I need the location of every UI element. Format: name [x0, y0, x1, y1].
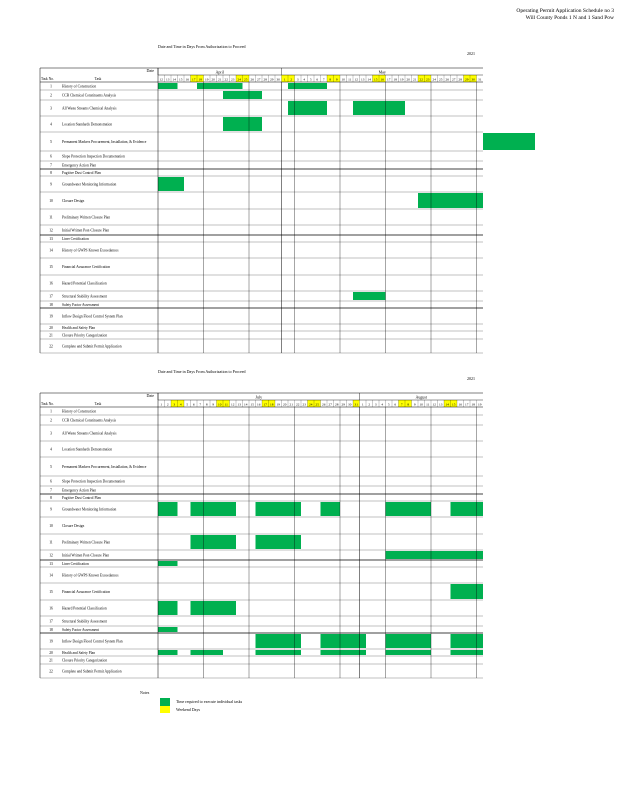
task-name: Safety Factor Assessment [62, 627, 99, 632]
day-label: 28 [335, 402, 339, 407]
day-label: 3 [296, 77, 299, 82]
day-label: 23 [426, 77, 430, 82]
day-label: 6 [192, 402, 195, 407]
task-name: Slope Protection Inspection Documentation [62, 154, 125, 159]
day-label: 29 [270, 77, 274, 82]
day-label: 3 [173, 402, 176, 407]
day-label: 25 [439, 77, 443, 82]
task-number: 16 [49, 281, 53, 286]
task-name: Permanent Markers Procurement, Installation, & Evidence [62, 139, 147, 144]
day-label: 20 [283, 402, 287, 407]
day-label: 9 [413, 402, 416, 407]
task-bar [256, 502, 302, 516]
day-label: 11 [224, 402, 228, 407]
task-bar [321, 502, 341, 516]
task-name: Slope Protection Inspection Documentation [62, 479, 125, 484]
task-bar [197, 83, 243, 89]
task-bar [386, 502, 432, 516]
task-header: Task [94, 402, 102, 406]
day-label: 17 [192, 77, 196, 82]
day-label: 12 [231, 402, 235, 407]
day-label: 9 [212, 402, 215, 407]
day-label: 10 [218, 402, 222, 407]
task-name: Liner Certification [62, 561, 89, 566]
chart-subtitle: Date and Time in Days From Authorization to Proceed [158, 369, 246, 374]
task-name: Financial Assurance Certification [62, 589, 111, 594]
task-number: 6 [50, 479, 52, 484]
task-name: CCR Chemical Constituents Analysis [62, 418, 117, 423]
day-label: 1 [283, 77, 286, 82]
day-label: 21 [289, 402, 293, 407]
day-label: 24 [309, 402, 313, 407]
day-label: 24 [432, 77, 436, 82]
task-number: 9 [50, 507, 52, 512]
year-label: 2021 [467, 376, 475, 381]
task-number: 6 [50, 154, 52, 159]
task-name: Location Standards Demonstration [62, 122, 113, 127]
day-label: 8 [407, 402, 410, 407]
day-label: 15 [452, 402, 456, 407]
task-bar [158, 561, 178, 566]
task-bar [386, 650, 432, 655]
task-bar [158, 650, 178, 655]
task-bar [288, 83, 327, 89]
day-label: 28 [263, 77, 267, 82]
day-label: 13 [237, 402, 241, 407]
task-bar [223, 91, 262, 99]
day-label: 20 [211, 77, 215, 82]
task-name: Inflow Design Flood Control System Plan [62, 639, 123, 644]
day-label: 23 [302, 402, 306, 407]
task-number: 14 [49, 573, 53, 578]
task-bar [386, 551, 484, 559]
task-number: 18 [49, 627, 53, 632]
task-number: 1 [50, 84, 52, 89]
task-bar [418, 193, 483, 208]
month-label: July [255, 394, 263, 400]
day-label: 16 [185, 77, 189, 82]
task-bar [288, 101, 327, 115]
task-bar [158, 502, 178, 516]
task-bar [353, 101, 405, 115]
task-number: 12 [49, 228, 53, 233]
task-number: 7 [50, 488, 52, 493]
task-number: 19 [49, 639, 53, 644]
task-name: Hazard Potential Classification [62, 606, 107, 611]
task-bar [386, 634, 432, 648]
day-label: 11 [426, 402, 430, 407]
day-label: 12 [354, 77, 358, 82]
legend-task-text: Time required to execute individual tasks [176, 699, 243, 704]
legend-weekend-text: Weekend Days [176, 707, 201, 712]
task-name: CCR Chemical Constituents Analysis [62, 93, 117, 98]
day-label: 14 [172, 77, 176, 82]
task-number: 13 [49, 236, 53, 241]
day-label: 14 [244, 402, 248, 407]
day-label: 8 [205, 402, 208, 407]
day-label: 9 [335, 77, 338, 82]
day-label: 10 [419, 402, 423, 407]
task-number: 8 [50, 495, 52, 500]
task-bar [451, 502, 484, 516]
day-label: 18 [270, 402, 274, 407]
task-number: 17 [49, 619, 53, 624]
day-label: 12 [432, 402, 436, 407]
task-number: 3 [50, 106, 52, 111]
task-name: Emergency Action Plan [62, 488, 97, 493]
day-label: 19 [276, 402, 280, 407]
day-label: 19 [400, 77, 404, 82]
day-label: 28 [458, 77, 462, 82]
task-name: Closure Design [62, 523, 85, 528]
task-bar [191, 601, 237, 615]
day-label: 4 [381, 402, 384, 407]
day-label: 27 [452, 77, 456, 82]
task-bar [451, 650, 484, 655]
task-name: Safety Factor Assessment [62, 302, 99, 307]
task-number: 7 [50, 163, 52, 168]
task-number: 15 [49, 264, 53, 269]
day-label: 1 [361, 402, 364, 407]
day-label: 10 [341, 77, 345, 82]
legend-weekend-swatch [160, 706, 170, 713]
legend-task-swatch [160, 698, 170, 706]
day-label: 29 [341, 402, 345, 407]
task-name: Inflow Design Flood Control System Plan [62, 314, 123, 319]
task-number: 9 [50, 182, 52, 187]
task-bar [223, 117, 262, 131]
day-label: 31 [354, 402, 358, 407]
day-label: 6 [316, 77, 319, 82]
day-label: 21 [413, 77, 417, 82]
task-number: 21 [49, 658, 53, 663]
task-number: 16 [49, 606, 53, 611]
task-name: Hazard Potential Classification [62, 281, 107, 286]
day-label: 16 [380, 77, 384, 82]
date-label: Date [146, 393, 154, 398]
day-label: 2 [368, 402, 371, 407]
task-name: Complete and Submit Permit Application [62, 344, 122, 349]
day-label: 18 [471, 402, 475, 407]
day-label: 14 [445, 402, 449, 407]
task-number: 1 [50, 409, 52, 414]
task-number: 2 [50, 93, 52, 98]
task-name: History of GWPS Known Exceedances [62, 573, 119, 578]
task-bar [158, 177, 184, 191]
day-label: 23 [231, 77, 235, 82]
task-number: 14 [49, 248, 53, 253]
day-label: 7 [199, 402, 202, 407]
task-name: Financial Assurance Certification [62, 264, 111, 269]
task-number: 2 [50, 418, 52, 423]
day-label: 2 [166, 402, 169, 407]
task-name: Closure Priority Categorization [62, 658, 108, 663]
task-name: Permanent Markers Procurement, Installation, & Evidence [62, 464, 147, 469]
day-label: 8 [329, 77, 332, 82]
day-label: 4 [179, 402, 182, 407]
day-label: 19 [205, 77, 209, 82]
day-label: 5 [309, 77, 312, 82]
day-label: 14 [367, 77, 371, 82]
task-name: Health and Safety Plan [62, 650, 96, 655]
day-label: 12 [159, 77, 163, 82]
task-name: Fugitive Dust Control Plan [62, 170, 101, 175]
day-label: 22 [296, 402, 300, 407]
document-subtitle: Will County Ponds 1 N and 1 Sand Pow [525, 15, 614, 21]
task-bar [256, 535, 302, 549]
task-bar [191, 535, 237, 549]
day-label: 4 [303, 77, 306, 82]
day-label: 26 [322, 402, 326, 407]
day-label: 30 [471, 77, 475, 82]
day-label: 20 [406, 77, 410, 82]
day-label: 2 [290, 77, 293, 82]
day-label: 13 [439, 402, 443, 407]
date-label: Date [146, 68, 154, 73]
day-label: 7 [400, 402, 403, 407]
day-label: 18 [393, 77, 397, 82]
legend-title: Notes [140, 690, 150, 695]
day-label: 6 [394, 402, 397, 407]
task-number: 12 [49, 553, 53, 558]
task-name: Liner Certification [62, 236, 89, 241]
day-label: 17 [465, 402, 469, 407]
task-bar [451, 584, 484, 599]
task-number: 5 [50, 139, 52, 144]
task-name: History of GWPS Known Exceedances [62, 248, 119, 253]
task-name: Groundwater Monitoring Information [62, 507, 117, 512]
schedule-chart-section-2 [0, 365, 618, 695]
task-name: Structural Stability Assessment [62, 294, 107, 299]
task-name: All Waste Streams Chemical Analysis [62, 431, 117, 436]
day-label: 15 [179, 77, 183, 82]
task-bar [158, 601, 178, 615]
day-label: 3 [374, 402, 377, 407]
day-label: 13 [166, 77, 170, 82]
day-label: 5 [387, 402, 390, 407]
day-label: 17 [387, 77, 391, 82]
task-number: 11 [49, 215, 53, 220]
year-label: 2021 [467, 51, 475, 56]
day-label: 22 [224, 77, 228, 82]
schedule-chart-section-1 [0, 40, 618, 360]
day-label: 26 [250, 77, 254, 82]
task-number: 22 [49, 669, 53, 674]
day-label: 21 [218, 77, 222, 82]
task-name: All Waste Streams Chemical Analysis [62, 106, 117, 111]
chart-subtitle: Date and Time in Days From Authorization to Proceed [158, 44, 246, 49]
task-number: 19 [49, 314, 53, 319]
task-bar [191, 650, 224, 655]
task-number: 10 [49, 198, 53, 203]
task-number: 20 [49, 650, 53, 655]
day-label: 15 [250, 402, 254, 407]
day-label: 17 [263, 402, 267, 407]
day-label: 25 [315, 402, 319, 407]
day-label: 30 [276, 77, 280, 82]
day-label: 11 [348, 77, 352, 82]
task-name: Preliminary Written Closure Plan [62, 540, 110, 545]
task-bar [321, 634, 367, 648]
task-name: Fugitive Dust Control Plan [62, 495, 101, 500]
day-label: 30 [348, 402, 352, 407]
task-number: 4 [50, 447, 52, 452]
task-number: 10 [49, 523, 53, 528]
document-header [516, 8, 614, 22]
task-bar [353, 292, 386, 300]
day-label: 18 [198, 77, 202, 82]
day-label: 22 [419, 77, 423, 82]
task-bar [158, 627, 178, 632]
task-no-header: Task No. [41, 77, 54, 81]
day-label: 29 [465, 77, 469, 82]
day-label: 25 [244, 77, 248, 82]
month-label: April [215, 69, 224, 75]
day-label: 1 [160, 402, 163, 407]
task-number: 11 [49, 540, 53, 545]
task-name: Groundwater Monitoring Information [62, 182, 117, 187]
task-bar [158, 83, 178, 89]
task-name: Complete and Submit Permit Application [62, 669, 122, 674]
day-label: 16 [458, 402, 462, 407]
day-label: 16 [257, 402, 261, 407]
task-name: Initial Written Post-Closure Plan [62, 228, 110, 233]
document-title: Operating Permit Application Schedule no 3 [516, 8, 614, 14]
task-name: Preliminary Written Closure Plan [62, 215, 110, 220]
task-number: 17 [49, 294, 53, 299]
day-label: 24 [237, 77, 241, 82]
task-header: Task [94, 77, 102, 81]
task-bar [483, 133, 535, 150]
day-label: 15 [374, 77, 378, 82]
task-name: Structural Stability Assessment [62, 619, 107, 624]
day-label: 27 [328, 402, 332, 407]
month-label: August [415, 394, 428, 400]
task-name: Location Standards Demonstration [62, 447, 113, 452]
task-bar [321, 650, 367, 655]
task-number: 3 [50, 431, 52, 436]
task-no-header: Task No. [41, 402, 54, 406]
task-name: Closure Design [62, 198, 85, 203]
day-label: 27 [257, 77, 261, 82]
day-label: 5 [186, 402, 189, 407]
task-number: 8 [50, 170, 52, 175]
task-number: 21 [49, 333, 53, 338]
day-label: 19 [478, 402, 482, 407]
task-number: 15 [49, 589, 53, 594]
task-name: Initial Written Post-Closure Plan [62, 553, 110, 558]
task-bar [256, 650, 302, 655]
task-name: History of Construction [62, 409, 97, 414]
day-label: 13 [361, 77, 365, 82]
task-name: Closure Priority Categorization [62, 333, 108, 338]
task-number: 4 [50, 122, 52, 127]
task-name: History of Construction [62, 84, 97, 89]
task-number: 22 [49, 344, 53, 349]
day-label: 31 [478, 77, 482, 82]
day-label: 7 [322, 77, 325, 82]
task-name: Emergency Action Plan [62, 163, 97, 168]
task-bar [191, 502, 237, 516]
day-label: 26 [445, 77, 449, 82]
month-label: May [378, 69, 386, 75]
task-number: 18 [49, 302, 53, 307]
task-name: Health and Safety Plan [62, 325, 96, 330]
task-bar [451, 634, 484, 648]
task-number: 5 [50, 464, 52, 469]
task-bar [256, 634, 302, 648]
task-number: 13 [49, 561, 53, 566]
task-number: 20 [49, 325, 53, 330]
